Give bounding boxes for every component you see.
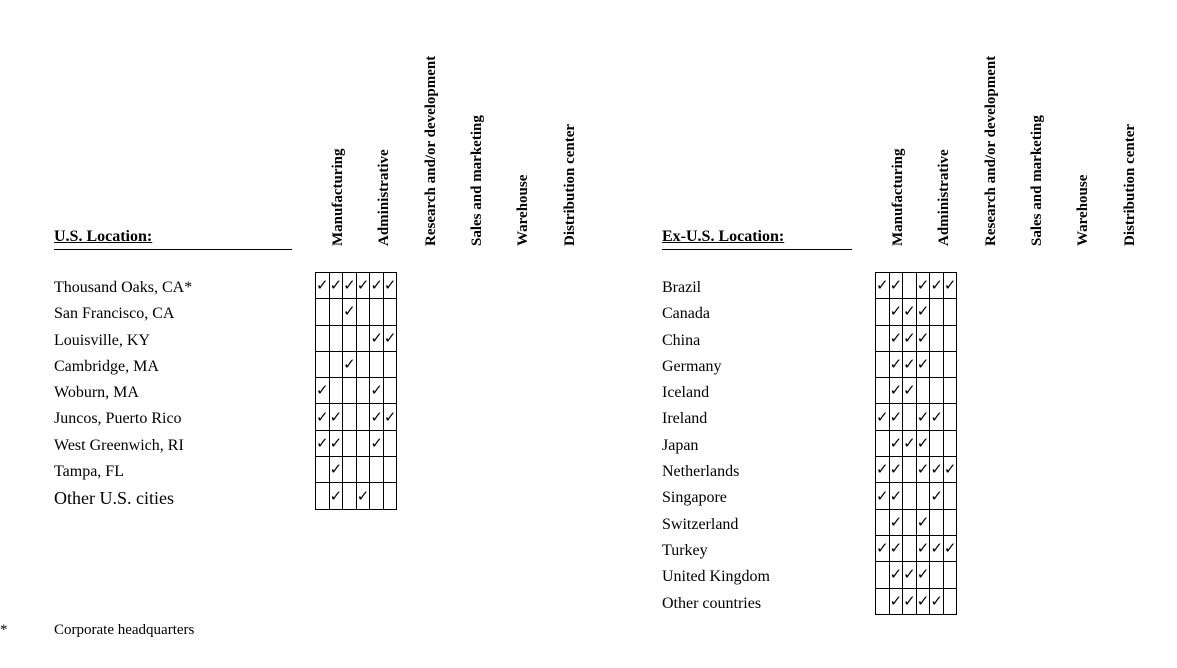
checkmark-icon: ✓ (889, 430, 903, 456)
row-label: Thousand Oaks, CA* (54, 279, 193, 296)
table-row (316, 378, 397, 404)
empty-cell (876, 430, 890, 456)
checkmark-icon: ✓ (930, 457, 944, 483)
exus-location-header: Ex-U.S. Location: (662, 229, 852, 250)
empty-cell (329, 378, 343, 404)
empty-cell (343, 325, 357, 351)
empty-cell (356, 404, 370, 430)
table-row (876, 351, 957, 377)
checkmark-icon: ✓ (889, 351, 903, 377)
empty-cell (943, 562, 957, 588)
empty-cell (916, 483, 930, 509)
checkmark-icon: ✓ (916, 457, 930, 483)
checkmark-icon: ✓ (876, 273, 890, 299)
checkmark-icon: ✓ (916, 325, 930, 351)
empty-cell (876, 509, 890, 535)
checkmark-icon: ✓ (329, 483, 343, 509)
checkmark-icon: ✓ (876, 457, 890, 483)
checkmark-icon: ✓ (370, 404, 384, 430)
empty-cell (370, 483, 384, 509)
row-label: Singapore (662, 489, 727, 507)
empty-cell (943, 404, 957, 430)
empty-cell (383, 457, 397, 483)
checkmark-icon: ✓ (356, 483, 370, 509)
checkmark-icon: ✓ (329, 430, 343, 456)
checkmark-icon: ✓ (943, 535, 957, 561)
checkmark-icon: ✓ (889, 404, 903, 430)
checkmark-icon: ✓ (370, 273, 384, 299)
checkmark-icon: ✓ (916, 562, 930, 588)
checkmark-icon: ✓ (876, 404, 890, 430)
checkmark-icon: ✓ (383, 273, 397, 299)
empty-cell (356, 299, 370, 325)
empty-cell (930, 299, 944, 325)
empty-cell (316, 299, 330, 325)
empty-cell (356, 457, 370, 483)
empty-cell (343, 430, 357, 456)
empty-cell (930, 562, 944, 588)
row-label: Turkey (662, 541, 708, 559)
empty-cell (903, 273, 917, 299)
table-row (316, 483, 397, 509)
checkmark-icon: ✓ (343, 299, 357, 325)
column-header-label: Manufacturing (330, 148, 346, 246)
table-row (876, 325, 957, 351)
empty-cell (930, 509, 944, 535)
row-label: Brazil (662, 279, 702, 296)
empty-cell (356, 430, 370, 456)
checkmark-icon: ✓ (343, 273, 357, 299)
checkmark-icon: ✓ (916, 299, 930, 325)
checkmark-icon: ✓ (916, 273, 930, 299)
column-header-label: Research and/or development (982, 55, 999, 246)
row-label: China (662, 331, 701, 349)
empty-cell (383, 378, 397, 404)
table-row (876, 483, 957, 509)
row-label: Japan (662, 436, 699, 454)
column-header (500, 0, 546, 246)
empty-cell (930, 351, 944, 377)
row-label: Iceland (662, 384, 710, 402)
row-label: Netherlands (662, 463, 740, 481)
checkmark-icon: ✓ (943, 457, 957, 483)
empty-cell (903, 483, 917, 509)
checkmark-icon: ✓ (383, 404, 397, 430)
column-header (1107, 0, 1153, 246)
column-header (361, 0, 407, 246)
checkmark-icon: ✓ (930, 273, 944, 299)
checkmark-icon: ✓ (316, 404, 330, 430)
column-header (1014, 0, 1060, 246)
empty-cell (903, 509, 917, 535)
column-header-label: Warehouse (515, 174, 532, 246)
checkmark-icon: ✓ (930, 535, 944, 561)
table-row (876, 378, 957, 404)
checkmark-icon: ✓ (329, 457, 343, 483)
column-header-label: Distribution center (1121, 123, 1138, 246)
empty-cell (356, 325, 370, 351)
row-label: Canada (662, 305, 710, 323)
empty-cell (930, 325, 944, 351)
column-header-label: Warehouse (1075, 174, 1092, 246)
empty-cell (876, 562, 890, 588)
row-label: Germany (662, 357, 722, 375)
empty-cell (943, 325, 957, 351)
column-header-label: Administrative (936, 149, 953, 246)
row-label: Switzerland (662, 515, 739, 533)
column-header (1060, 0, 1106, 246)
empty-cell (370, 457, 384, 483)
empty-cell (916, 378, 930, 404)
column-header-label: Administrative (376, 149, 393, 246)
checkmark-icon: ✓ (889, 378, 903, 404)
table-row (876, 535, 957, 561)
empty-cell (943, 430, 957, 456)
checkmark-icon: ✓ (903, 351, 917, 377)
checkmark-icon: ✓ (930, 404, 944, 430)
row-label: Juncos, Puerto Rico (54, 410, 182, 428)
empty-cell (943, 378, 957, 404)
checkmark-icon: ✓ (889, 299, 903, 325)
row-label: Louisville, KY (54, 331, 150, 349)
empty-cell (329, 325, 343, 351)
row-label: Woburn, MA (54, 384, 139, 402)
empty-cell (943, 509, 957, 535)
checkmark-icon: ✓ (329, 273, 343, 299)
checkmark-icon: ✓ (889, 273, 903, 299)
checkmark-icon: ✓ (356, 273, 370, 299)
exus-row-labels (662, 275, 770, 617)
exus-check-grid (875, 272, 957, 615)
column-header-label: Sales and marketing (468, 115, 485, 246)
empty-cell (370, 299, 384, 325)
table-row (876, 299, 957, 325)
empty-cell (383, 351, 397, 377)
empty-cell (329, 351, 343, 377)
checkmark-icon: ✓ (876, 535, 890, 561)
checkmark-icon: ✓ (916, 509, 930, 535)
empty-cell (329, 299, 343, 325)
table-row (316, 430, 397, 456)
checkmark-icon: ✓ (876, 483, 890, 509)
checkmark-icon: ✓ (916, 404, 930, 430)
empty-cell (343, 404, 357, 430)
column-header (547, 0, 593, 246)
row-label: Cambridge, MA (54, 357, 159, 375)
column-header-label: Sales and marketing (1028, 115, 1045, 246)
empty-cell (930, 378, 944, 404)
empty-cell (383, 430, 397, 456)
checkmark-icon: ✓ (316, 430, 330, 456)
checkmark-icon: ✓ (316, 378, 330, 404)
empty-cell (316, 457, 330, 483)
empty-cell (876, 378, 890, 404)
row-label: San Francisco, CA (54, 305, 175, 323)
checkmark-icon: ✓ (903, 378, 917, 404)
checkmark-icon: ✓ (903, 430, 917, 456)
table-row (876, 404, 957, 430)
table-row (316, 404, 397, 430)
checkmark-icon: ✓ (370, 378, 384, 404)
checkmark-icon: ✓ (889, 562, 903, 588)
empty-cell (943, 588, 957, 614)
row-label: Other U.S. cities (54, 488, 174, 509)
empty-cell (903, 535, 917, 561)
table-row (876, 457, 957, 483)
empty-cell (316, 351, 330, 377)
checkmark-icon: ✓ (370, 430, 384, 456)
empty-cell (383, 299, 397, 325)
table-row (316, 457, 397, 483)
column-header (968, 0, 1014, 246)
empty-cell (876, 325, 890, 351)
checkmark-icon: ✓ (916, 588, 930, 614)
table-row (316, 325, 397, 351)
checkmark-icon: ✓ (889, 457, 903, 483)
column-header (875, 0, 921, 246)
empty-cell (370, 351, 384, 377)
empty-cell (876, 588, 890, 614)
checkmark-icon: ✓ (889, 509, 903, 535)
us-row-labels (54, 275, 192, 512)
checkmark-icon: ✓ (916, 430, 930, 456)
checkmark-icon: ✓ (889, 535, 903, 561)
checkmark-icon: ✓ (889, 325, 903, 351)
checkmark-icon: ✓ (383, 325, 397, 351)
column-header (454, 0, 500, 246)
row-label: Tampa, FL (54, 463, 124, 481)
checkmark-icon: ✓ (903, 299, 917, 325)
checkmark-icon: ✓ (916, 535, 930, 561)
us-check-grid (315, 272, 397, 510)
checkmark-icon: ✓ (316, 273, 330, 299)
empty-cell (356, 378, 370, 404)
table-row (876, 430, 957, 456)
checkmark-icon: ✓ (930, 588, 944, 614)
checkmark-icon: ✓ (329, 404, 343, 430)
row-label: Ireland (662, 410, 708, 428)
row-label: Other countries (662, 594, 762, 612)
table-row (316, 273, 397, 299)
checkmark-icon: ✓ (343, 351, 357, 377)
footnote-text: Corporate headquarters (54, 622, 195, 638)
checkmark-icon: ✓ (943, 273, 957, 299)
column-header (408, 0, 454, 246)
table-row (876, 588, 957, 614)
checkmark-icon: ✓ (889, 588, 903, 614)
checkmark-icon: ✓ (903, 562, 917, 588)
empty-cell (343, 378, 357, 404)
checkmark-icon: ✓ (889, 483, 903, 509)
empty-cell (876, 351, 890, 377)
empty-cell (316, 325, 330, 351)
column-header-label: Research and/or development (422, 55, 439, 246)
column-header (315, 0, 361, 246)
checkmark-icon: ✓ (903, 588, 917, 614)
table-row (316, 351, 397, 377)
checkmark-icon: ✓ (916, 351, 930, 377)
table-row (316, 299, 397, 325)
empty-cell (930, 430, 944, 456)
empty-cell (943, 483, 957, 509)
empty-cell (903, 457, 917, 483)
empty-cell (383, 483, 397, 509)
checkmark-icon: ✓ (930, 483, 944, 509)
empty-cell (876, 299, 890, 325)
empty-cell (943, 351, 957, 377)
empty-cell (316, 483, 330, 509)
footnote-mark: * (0, 622, 8, 638)
row-label: West Greenwich, RI (54, 436, 184, 454)
empty-cell (343, 483, 357, 509)
empty-cell (903, 404, 917, 430)
column-header-label: Manufacturing (890, 148, 906, 246)
table-row (876, 562, 957, 588)
empty-cell (343, 457, 357, 483)
us-location-header: U.S. Location: (54, 229, 292, 250)
column-header-label: Distribution center (561, 123, 578, 246)
row-label: United Kingdom (662, 568, 770, 586)
checkmark-icon: ✓ (370, 325, 384, 351)
table-row (876, 273, 957, 299)
column-header (921, 0, 967, 246)
empty-cell (943, 299, 957, 325)
table-row (876, 509, 957, 535)
empty-cell (356, 351, 370, 377)
checkmark-icon: ✓ (903, 325, 917, 351)
